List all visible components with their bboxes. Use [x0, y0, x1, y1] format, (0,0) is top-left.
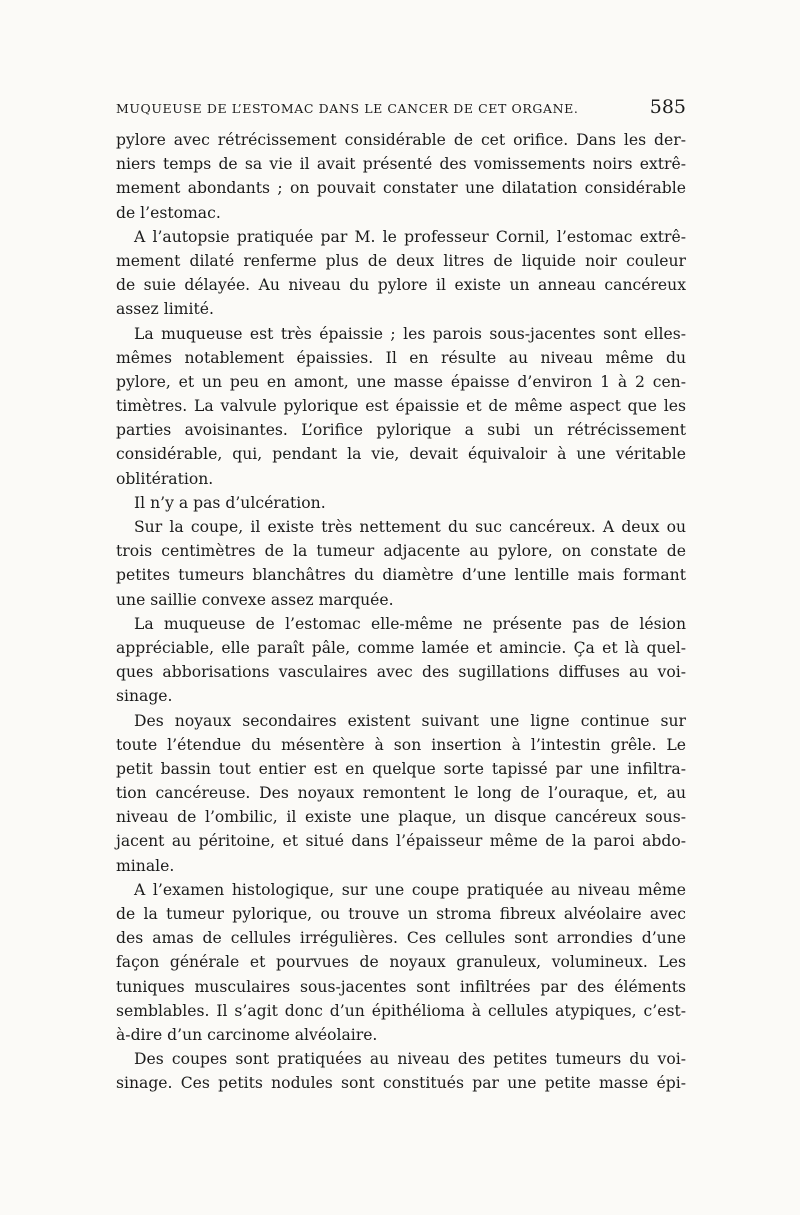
text-line: mement dilaté renferme plus de deux litres de liquide noir couleur	[116, 251, 686, 270]
text-line: petit bassin tout entier est en quelque sorte tapissé par une infiltra-	[116, 759, 686, 778]
text-line: une saillie convexe assez marquée.	[116, 590, 394, 609]
text-line: Des coupes sont pratiquées au niveau des petites tumeurs du voi-	[134, 1050, 686, 1069]
text-line: à-dire d’un carcinome alvéolaire.	[116, 1025, 378, 1044]
body-text	[116, 128, 686, 1096]
text-line: assez limité.	[116, 300, 214, 319]
text-line: semblables. Il s’agit donc d’un épithélioma à cellules atypiques, c’est-	[116, 1001, 686, 1020]
text-line: Des noyaux secondaires existent suivant une ligne continue sur	[134, 711, 686, 730]
text-line: des amas de cellules irrégulières. Ces cellules sont arrondies d’une	[116, 929, 686, 948]
text-line: timètres. La valvule pylorique est épaissie et de même aspect que les	[116, 397, 686, 416]
text-line: La muqueuse est très épaissie ; les parois sous-jacentes sont elles-	[134, 324, 686, 343]
text-line: appréciable, elle paraît pâle, comme lamée et amincie. Ça et là quel-	[116, 638, 686, 657]
text-line: niveau de l’ombilic, il existe une plaque, un disque cancéreux sous-	[116, 808, 686, 827]
text-line: minale.	[116, 856, 175, 875]
text-line: toute l’étendue du mésentère à son insertion à l’intestin grêle. Le	[116, 735, 686, 754]
text-line: pylore avec rétrécissement considérable de cet orifice. Dans les der-	[116, 131, 686, 149]
text-line: A l’autopsie pratiquée par M. le professeur Cornil, l’estomac extrê-	[134, 227, 686, 246]
text-line: trois centimètres de la tumeur adjacente au pylore, on constate de	[116, 542, 686, 561]
text-line: parties avoisinantes. L’orifice pylorique a subi un rétrécissement	[116, 421, 686, 440]
text-line: tion cancéreuse. Des noyaux remontent le long de l’ouraque, et, au	[116, 784, 686, 803]
text-line: sinage. Ces petits nodules sont constitués par une petite masse épi-	[116, 1074, 686, 1093]
running-head-title: MUQUEUSE DE L’ESTOMAC DANS LE CANCER DE CET ORGANE.	[116, 101, 579, 116]
text-line: de l’estomac.	[116, 203, 221, 222]
text-line: niers temps de sa vie il avait présenté des vomissements noirs extrê-	[116, 155, 686, 174]
text-line: mêmes notablement épaissies. Il en résulte au niveau même du	[116, 348, 686, 367]
page-number: 585	[649, 96, 686, 118]
text-line: tuniques musculaires sous-jacentes sont infiltrées par des éléments	[116, 977, 686, 996]
text-line: oblitération.	[116, 469, 214, 488]
text-line: de suie délayée. Au niveau du pylore il existe un anneau cancéreux	[116, 276, 686, 295]
text-line: pylore, et un peu en amont, une masse épaisse d’environ 1 à 2 cen-	[116, 372, 686, 391]
text-line: mement abondants ; on pouvait constater une dilatation considérable	[116, 179, 686, 198]
text-line: sinage.	[116, 687, 173, 706]
text-line: A l’examen histologique, sur une coupe pratiquée au niveau même	[134, 880, 686, 899]
text-line: La muqueuse de l’estomac elle-même ne présente pas de lésion	[134, 614, 686, 633]
text-line: Sur la coupe, il existe très nettement du suc cancéreux. A deux ou	[134, 518, 686, 536]
text-line: de la tumeur pylorique, ou trouve un stroma fibreux alvéolaire avec	[116, 905, 686, 923]
text-line: jacent au péritoine, et situé dans l’épaisseur même de la paroi abdo-	[116, 832, 686, 851]
text-line: considérable, qui, pendant la vie, devait équivaloir à une véritable	[116, 445, 686, 464]
running-head	[116, 96, 686, 118]
text-line: façon générale et pourvues de noyaux granuleux, volumineux. Les	[116, 953, 686, 972]
text-line: ques abborisations vasculaires avec des sugillations diffuses au voi-	[116, 663, 686, 682]
text-line: Il n’y a pas d’ulcération.	[134, 493, 326, 512]
text-line: petites tumeurs blanchâtres du diamètre d’une lentille mais formant	[116, 566, 686, 585]
